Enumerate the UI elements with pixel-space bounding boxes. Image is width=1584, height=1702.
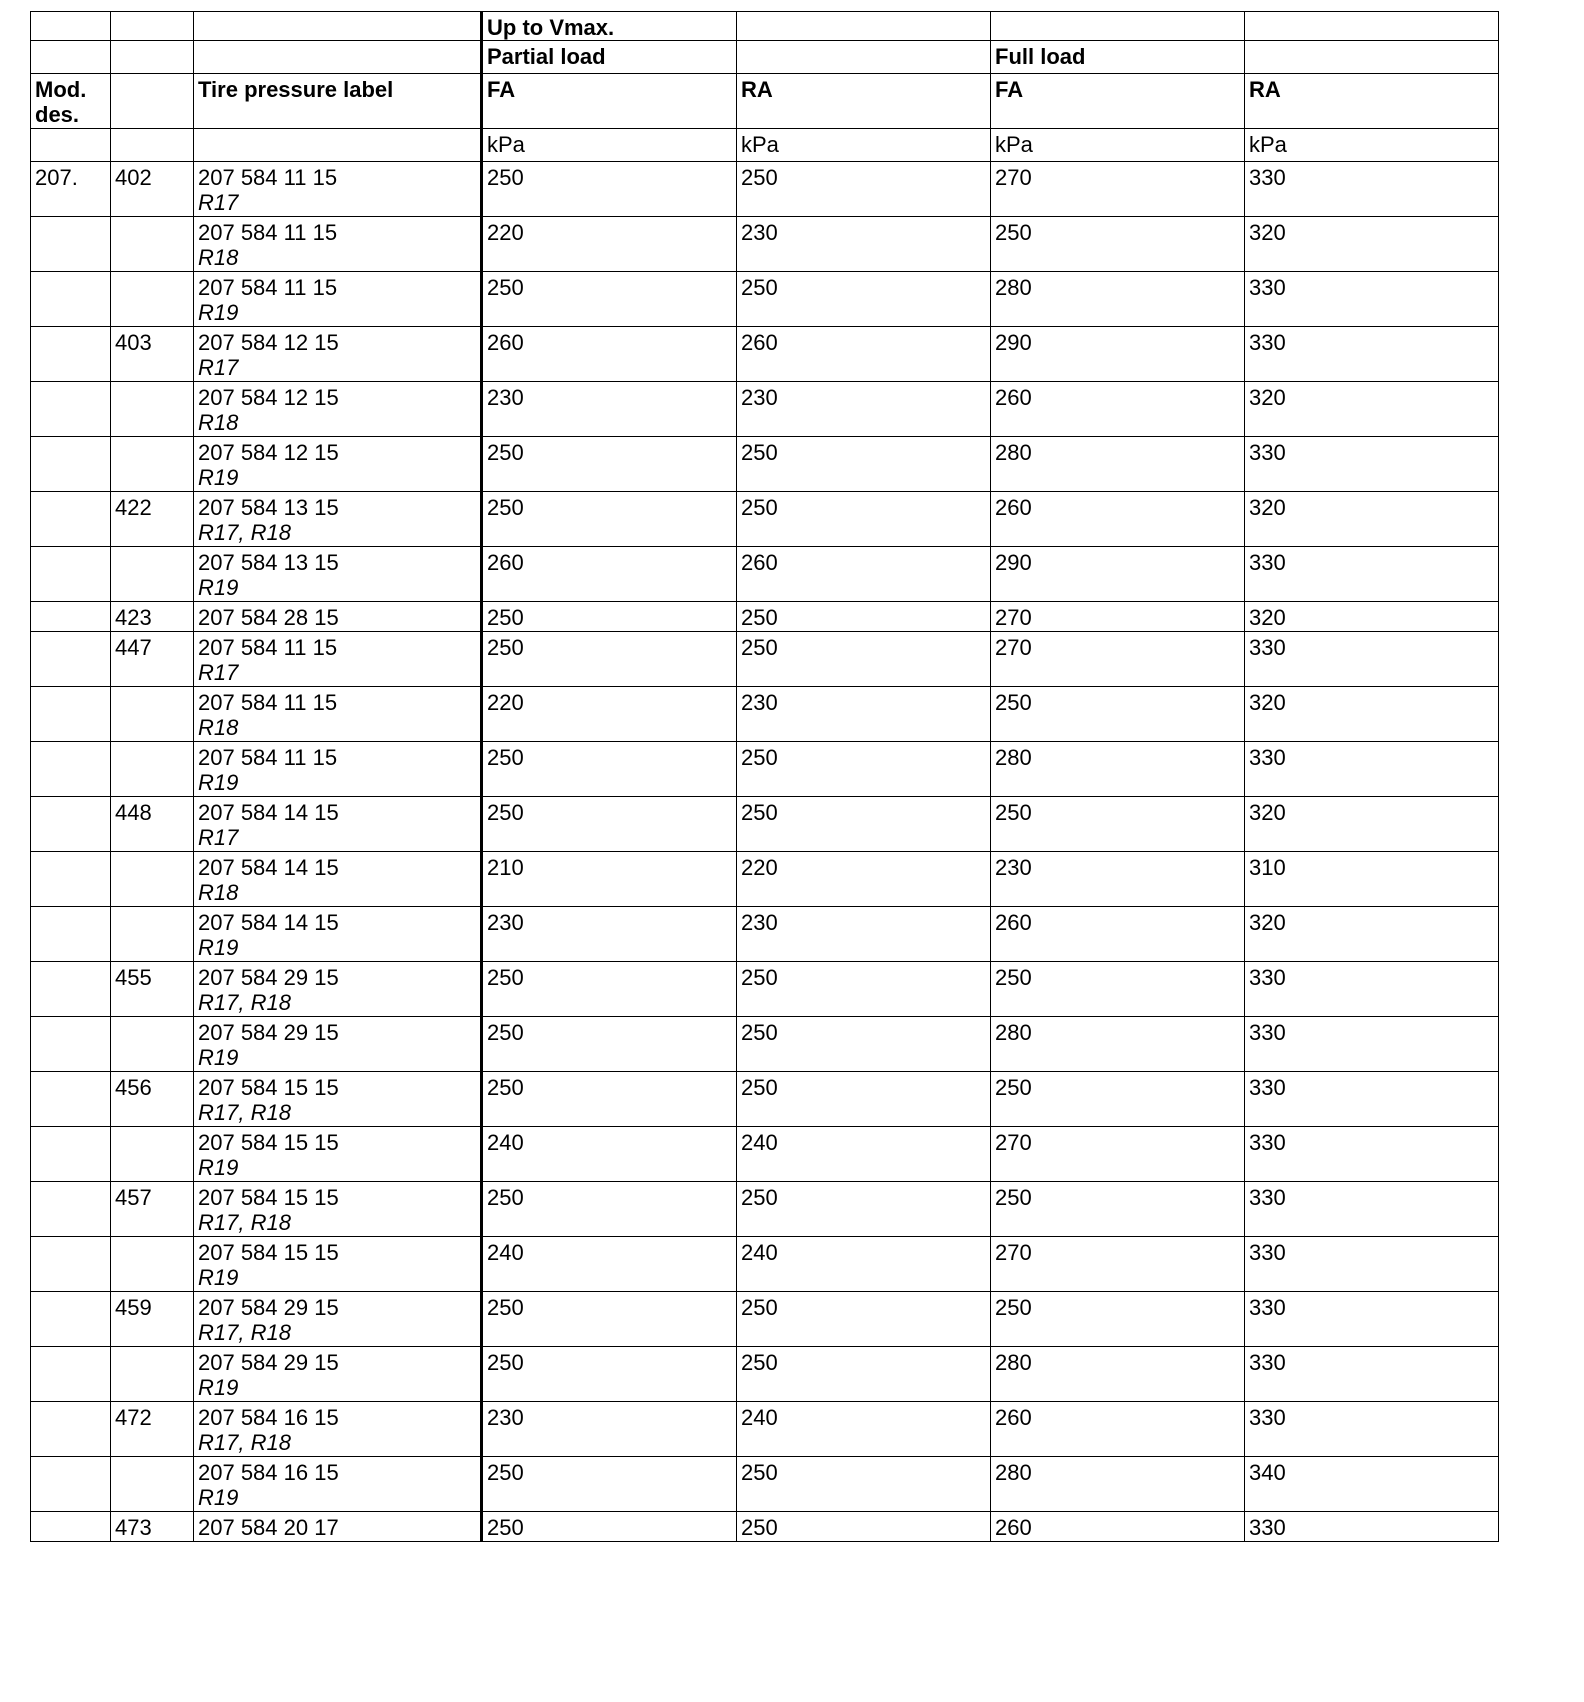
full-load-fa-cell: 250 — [991, 797, 1245, 852]
model-designation-cell — [31, 962, 111, 1017]
header-partial-ra: RA — [737, 74, 991, 129]
table-row — [31, 797, 1499, 852]
full-load-fa-cell: 280 — [991, 1457, 1245, 1512]
rim-size: R19 — [198, 575, 239, 600]
model-designation-cell — [31, 797, 111, 852]
full-load-fa-cell: 270 — [991, 1237, 1245, 1292]
full-load-fa-cell: 280 — [991, 437, 1245, 492]
table-row — [31, 1512, 1499, 1542]
header-full-load: Full load — [991, 41, 1245, 74]
model-designation-cell — [31, 907, 111, 962]
model-designation-cell — [31, 437, 111, 492]
tire-label-number: 207 584 11 15 — [198, 165, 338, 190]
tire-label-cell — [194, 437, 482, 492]
unit-partial-ra: kPa — [737, 129, 991, 162]
tire-label-number: 207 584 29 15 — [198, 1020, 339, 1045]
table-row — [31, 327, 1499, 382]
table-body — [31, 12, 1499, 1542]
rim-size: R19 — [198, 1155, 239, 1180]
full-load-fa-cell: 290 — [991, 327, 1245, 382]
tire-label-cell — [194, 632, 482, 687]
model-designation-cell — [31, 1347, 111, 1402]
table-row — [31, 632, 1499, 687]
sub-model-cell: 456 — [111, 1072, 194, 1127]
full-load-ra-cell: 320 — [1245, 382, 1499, 437]
partial-load-fa-cell: 250 — [482, 272, 737, 327]
sub-model-cell: 423 — [111, 602, 194, 632]
tire-label-number: 207 584 15 15 — [198, 1075, 339, 1100]
partial-load-ra-cell: 250 — [737, 1457, 991, 1512]
header-partial-fa: FA — [482, 74, 737, 129]
tire-label-cell — [194, 907, 482, 962]
tire-label-number: 207 584 14 15 — [198, 855, 339, 880]
tire-label-number: 207 584 28 15 — [198, 605, 339, 630]
full-load-ra-cell: 320 — [1245, 602, 1499, 632]
full-load-ra-cell: 330 — [1245, 547, 1499, 602]
tire-label-number: 207 584 15 15 — [198, 1240, 339, 1265]
table-row — [31, 602, 1499, 632]
tire-label-number: 207 584 29 15 — [198, 1350, 339, 1375]
partial-load-fa-cell: 210 — [482, 852, 737, 907]
header-up-to-vmax: Up to Vmax. — [482, 12, 737, 41]
partial-load-fa-cell: 250 — [482, 1292, 737, 1347]
partial-load-ra-cell: 250 — [737, 1072, 991, 1127]
header-cell — [31, 129, 111, 162]
full-load-ra-cell: 330 — [1245, 1017, 1499, 1072]
full-load-ra-cell: 320 — [1245, 687, 1499, 742]
tire-label-number: 207 584 13 15 — [198, 495, 339, 520]
full-load-fa-cell: 280 — [991, 1017, 1245, 1072]
full-load-ra-cell: 340 — [1245, 1457, 1499, 1512]
tire-label-cell — [194, 217, 482, 272]
header-cell — [194, 12, 482, 41]
full-load-ra-cell: 330 — [1245, 632, 1499, 687]
model-designation-cell — [31, 1237, 111, 1292]
model-designation-cell — [31, 327, 111, 382]
table-row — [31, 272, 1499, 327]
partial-load-fa-cell: 260 — [482, 327, 737, 382]
full-load-ra-cell: 320 — [1245, 797, 1499, 852]
partial-load-ra-cell: 230 — [737, 687, 991, 742]
tire-label-cell — [194, 1237, 482, 1292]
full-load-fa-cell: 280 — [991, 1347, 1245, 1402]
sub-model-cell — [111, 547, 194, 602]
full-load-fa-cell: 250 — [991, 217, 1245, 272]
full-load-fa-cell: 280 — [991, 272, 1245, 327]
tire-label-number: 207 584 11 15 — [198, 220, 338, 245]
rim-size: R17 — [198, 190, 239, 215]
partial-load-ra-cell: 260 — [737, 547, 991, 602]
tire-label-cell — [194, 1182, 482, 1237]
header-cell — [111, 41, 194, 74]
tire-label-number: 207 584 15 15 — [198, 1185, 339, 1210]
partial-load-fa-cell: 250 — [482, 632, 737, 687]
header-full-ra: RA — [1245, 74, 1499, 129]
sub-model-cell: 403 — [111, 327, 194, 382]
sub-model-cell — [111, 907, 194, 962]
sub-model-cell: 457 — [111, 1182, 194, 1237]
table-row — [31, 382, 1499, 437]
partial-load-fa-cell: 250 — [482, 1457, 737, 1512]
partial-load-fa-cell: 250 — [482, 1512, 737, 1542]
model-designation-cell — [31, 1017, 111, 1072]
header-full-fa: FA — [991, 74, 1245, 129]
rim-size: R19 — [198, 935, 239, 960]
partial-load-ra-cell: 250 — [737, 1512, 991, 1542]
full-load-fa-cell: 270 — [991, 602, 1245, 632]
tire-label-number: 207 584 13 15 — [198, 550, 339, 575]
partial-load-fa-cell: 250 — [482, 492, 737, 547]
full-load-fa-cell: 280 — [991, 742, 1245, 797]
header-cell — [194, 129, 482, 162]
partial-load-ra-cell: 250 — [737, 162, 991, 217]
partial-load-fa-cell: 250 — [482, 1182, 737, 1237]
full-load-ra-cell: 330 — [1245, 742, 1499, 797]
sub-model-cell — [111, 852, 194, 907]
header-cell — [1245, 41, 1499, 74]
model-designation-cell — [31, 1292, 111, 1347]
table-row — [31, 1127, 1499, 1182]
full-load-fa-cell: 250 — [991, 1072, 1245, 1127]
table-row — [31, 1347, 1499, 1402]
full-load-ra-cell: 330 — [1245, 437, 1499, 492]
rim-size: R19 — [198, 1485, 239, 1510]
rim-size: R18 — [198, 245, 239, 270]
partial-load-ra-cell: 250 — [737, 1017, 991, 1072]
header-mod-des: Mod. des. — [31, 74, 111, 129]
unit-full-fa: kPa — [991, 129, 1245, 162]
rim-size: R19 — [198, 1265, 239, 1290]
header-cell — [31, 12, 111, 41]
header-partial-load: Partial load — [482, 41, 737, 74]
rim-size: R17 — [198, 355, 239, 380]
table-row — [31, 437, 1499, 492]
header-cell — [991, 12, 1245, 41]
sub-model-cell — [111, 1347, 194, 1402]
sub-model-cell: 473 — [111, 1512, 194, 1542]
full-load-fa-cell: 250 — [991, 1292, 1245, 1347]
sub-model-cell: 472 — [111, 1402, 194, 1457]
header-tire-pressure-label: Tire pressure label — [194, 74, 482, 129]
full-load-fa-cell: 270 — [991, 162, 1245, 217]
header-row-vmax — [31, 12, 1499, 41]
partial-load-ra-cell: 250 — [737, 1292, 991, 1347]
table-row — [31, 852, 1499, 907]
full-load-ra-cell: 320 — [1245, 907, 1499, 962]
partial-load-fa-cell: 250 — [482, 437, 737, 492]
partial-load-fa-cell: 250 — [482, 602, 737, 632]
header-row-columns — [31, 74, 1499, 129]
sub-model-cell: 422 — [111, 492, 194, 547]
tire-label-number: 207 584 29 15 — [198, 1295, 339, 1320]
sub-model-cell: 402 — [111, 162, 194, 217]
tire-label-cell — [194, 492, 482, 547]
partial-load-fa-cell: 250 — [482, 1347, 737, 1402]
full-load-fa-cell: 270 — [991, 632, 1245, 687]
model-designation-cell — [31, 382, 111, 437]
partial-load-fa-cell: 230 — [482, 1402, 737, 1457]
full-load-fa-cell: 260 — [991, 1402, 1245, 1457]
rim-size: R17 — [198, 660, 239, 685]
partial-load-ra-cell: 250 — [737, 1347, 991, 1402]
partial-load-fa-cell: 230 — [482, 907, 737, 962]
header-cell — [737, 12, 991, 41]
partial-load-ra-cell: 250 — [737, 492, 991, 547]
model-designation-cell — [31, 217, 111, 272]
full-load-ra-cell: 320 — [1245, 492, 1499, 547]
tire-label-cell — [194, 1457, 482, 1512]
full-load-fa-cell: 250 — [991, 962, 1245, 1017]
rim-size: R19 — [198, 1045, 239, 1070]
header-cell — [31, 41, 111, 74]
rim-size: R17, R18 — [198, 520, 291, 545]
partial-load-ra-cell: 230 — [737, 217, 991, 272]
tire-label-cell — [194, 962, 482, 1017]
rim-size: R19 — [198, 770, 239, 795]
tire-label-cell — [194, 602, 482, 632]
table-row — [31, 1457, 1499, 1512]
full-load-ra-cell: 330 — [1245, 1402, 1499, 1457]
full-load-fa-cell: 250 — [991, 1182, 1245, 1237]
model-designation-cell — [31, 272, 111, 327]
sub-model-cell: 447 — [111, 632, 194, 687]
partial-load-ra-cell: 250 — [737, 272, 991, 327]
model-designation-cell — [31, 602, 111, 632]
tire-label-cell — [194, 852, 482, 907]
tire-label-cell — [194, 1127, 482, 1182]
rim-size: R18 — [198, 880, 239, 905]
model-designation-cell — [31, 742, 111, 797]
full-load-fa-cell: 260 — [991, 907, 1245, 962]
partial-load-ra-cell: 260 — [737, 327, 991, 382]
tire-label-number: 207 584 15 15 — [198, 1130, 339, 1155]
tire-label-cell — [194, 1072, 482, 1127]
partial-load-ra-cell: 250 — [737, 797, 991, 852]
rim-size: R19 — [198, 300, 239, 325]
model-designation-cell — [31, 492, 111, 547]
sub-model-cell — [111, 217, 194, 272]
full-load-ra-cell: 330 — [1245, 1237, 1499, 1292]
full-load-ra-cell: 330 — [1245, 1182, 1499, 1237]
header-cell — [1245, 12, 1499, 41]
tire-label-cell — [194, 742, 482, 797]
partial-load-fa-cell: 250 — [482, 797, 737, 852]
full-load-ra-cell: 330 — [1245, 1292, 1499, 1347]
tire-label-number: 207 584 12 15 — [198, 330, 339, 355]
tire-label-number: 207 584 16 15 — [198, 1405, 339, 1430]
model-designation-cell — [31, 1402, 111, 1457]
table-row — [31, 962, 1499, 1017]
table-row — [31, 547, 1499, 602]
model-designation-cell — [31, 1457, 111, 1512]
full-load-ra-cell: 330 — [1245, 962, 1499, 1017]
table-row — [31, 162, 1499, 217]
table-row — [31, 907, 1499, 962]
tire-label-number: 207 584 11 15 — [198, 690, 338, 715]
model-designation-cell — [31, 852, 111, 907]
sub-model-cell — [111, 1017, 194, 1072]
table-row — [31, 742, 1499, 797]
partial-load-fa-cell: 250 — [482, 1017, 737, 1072]
tire-label-cell — [194, 547, 482, 602]
partial-load-ra-cell: 250 — [737, 437, 991, 492]
partial-load-fa-cell: 250 — [482, 962, 737, 1017]
partial-load-fa-cell: 220 — [482, 687, 737, 742]
header-cell — [111, 12, 194, 41]
tire-label-cell — [194, 1512, 482, 1542]
partial-load-fa-cell: 260 — [482, 547, 737, 602]
tire-label-number: 207 584 11 15 — [198, 275, 338, 300]
header-row-units — [31, 129, 1499, 162]
table-row — [31, 1017, 1499, 1072]
header-cell — [194, 41, 482, 74]
rim-size: R17 — [198, 825, 239, 850]
tire-label-cell — [194, 1292, 482, 1347]
table-row — [31, 1237, 1499, 1292]
tire-label-number: 207 584 11 15 — [198, 745, 338, 770]
tire-label-cell — [194, 382, 482, 437]
rim-size: R17, R18 — [198, 1100, 291, 1125]
tire-label-number: 207 584 14 15 — [198, 910, 339, 935]
tire-label-cell — [194, 162, 482, 217]
sub-model-cell — [111, 1457, 194, 1512]
tire-label-number: 207 584 12 15 — [198, 440, 339, 465]
full-load-ra-cell: 320 — [1245, 217, 1499, 272]
partial-load-ra-cell: 250 — [737, 962, 991, 1017]
partial-load-fa-cell: 240 — [482, 1127, 737, 1182]
unit-full-ra: kPa — [1245, 129, 1499, 162]
tire-pressure-table — [30, 11, 1499, 1542]
partial-load-fa-cell: 240 — [482, 1237, 737, 1292]
sub-model-cell — [111, 687, 194, 742]
sub-model-cell — [111, 437, 194, 492]
sub-model-cell — [111, 1237, 194, 1292]
tire-label-cell — [194, 1347, 482, 1402]
table-row — [31, 1402, 1499, 1457]
full-load-ra-cell: 330 — [1245, 1512, 1499, 1542]
full-load-ra-cell: 330 — [1245, 1072, 1499, 1127]
sub-model-cell: 455 — [111, 962, 194, 1017]
rim-size: R19 — [198, 1375, 239, 1400]
partial-load-ra-cell: 240 — [737, 1127, 991, 1182]
tire-label-cell — [194, 327, 482, 382]
sub-model-cell — [111, 272, 194, 327]
table-row — [31, 492, 1499, 547]
tire-label-number: 207 584 12 15 — [198, 385, 339, 410]
partial-load-ra-cell: 250 — [737, 1182, 991, 1237]
full-load-ra-cell: 330 — [1245, 272, 1499, 327]
sub-model-cell — [111, 742, 194, 797]
partial-load-ra-cell: 240 — [737, 1402, 991, 1457]
partial-load-fa-cell: 250 — [482, 162, 737, 217]
full-load-ra-cell: 330 — [1245, 162, 1499, 217]
tire-label-cell — [194, 1017, 482, 1072]
table-row — [31, 687, 1499, 742]
tire-label-number: 207 584 16 15 — [198, 1460, 339, 1485]
table-row — [31, 1292, 1499, 1347]
header-cell — [111, 74, 194, 129]
tire-label-cell — [194, 797, 482, 852]
partial-load-fa-cell: 220 — [482, 217, 737, 272]
rim-size: R18 — [198, 715, 239, 740]
tire-label-cell — [194, 687, 482, 742]
header-row-load — [31, 41, 1499, 74]
model-designation-cell — [31, 1072, 111, 1127]
sub-model-cell — [111, 1127, 194, 1182]
tire-label-number: 207 584 29 15 — [198, 965, 339, 990]
partial-load-fa-cell: 250 — [482, 742, 737, 797]
tire-label-cell — [194, 1402, 482, 1457]
full-load-fa-cell: 270 — [991, 1127, 1245, 1182]
rim-size: R17, R18 — [198, 1210, 291, 1235]
partial-load-ra-cell: 230 — [737, 382, 991, 437]
model-designation-cell: 207. — [31, 162, 111, 217]
tire-label-number: 207 584 11 15 — [198, 635, 338, 660]
full-load-ra-cell: 330 — [1245, 327, 1499, 382]
rim-size: R18 — [198, 410, 239, 435]
partial-load-ra-cell: 250 — [737, 742, 991, 797]
model-designation-cell — [31, 1512, 111, 1542]
tire-label-cell — [194, 272, 482, 327]
partial-load-ra-cell: 250 — [737, 602, 991, 632]
table-row — [31, 217, 1499, 272]
rim-size: R19 — [198, 465, 239, 490]
full-load-fa-cell: 250 — [991, 687, 1245, 742]
sub-model-cell — [111, 382, 194, 437]
model-designation-cell — [31, 632, 111, 687]
header-cell — [111, 129, 194, 162]
full-load-fa-cell: 260 — [991, 1512, 1245, 1542]
partial-load-ra-cell: 220 — [737, 852, 991, 907]
partial-load-fa-cell: 250 — [482, 1072, 737, 1127]
partial-load-fa-cell: 230 — [482, 382, 737, 437]
sub-model-cell: 448 — [111, 797, 194, 852]
full-load-fa-cell: 290 — [991, 547, 1245, 602]
partial-load-ra-cell: 240 — [737, 1237, 991, 1292]
header-cell — [737, 41, 991, 74]
rim-size: R17, R18 — [198, 1430, 291, 1455]
model-designation-cell — [31, 1182, 111, 1237]
model-designation-cell — [31, 547, 111, 602]
full-load-fa-cell: 260 — [991, 492, 1245, 547]
table-row — [31, 1072, 1499, 1127]
rim-size: R17, R18 — [198, 990, 291, 1015]
rim-size: R17, R18 — [198, 1320, 291, 1345]
tire-label-number: 207 584 14 15 — [198, 800, 339, 825]
model-designation-cell — [31, 687, 111, 742]
sub-model-cell: 459 — [111, 1292, 194, 1347]
partial-load-ra-cell: 250 — [737, 632, 991, 687]
full-load-fa-cell: 260 — [991, 382, 1245, 437]
model-designation-cell — [31, 1127, 111, 1182]
tire-label-number: 207 584 20 17 — [198, 1515, 339, 1540]
partial-load-ra-cell: 230 — [737, 907, 991, 962]
table-row — [31, 1182, 1499, 1237]
full-load-ra-cell: 310 — [1245, 852, 1499, 907]
unit-partial-fa: kPa — [482, 129, 737, 162]
full-load-ra-cell: 330 — [1245, 1127, 1499, 1182]
full-load-fa-cell: 230 — [991, 852, 1245, 907]
full-load-ra-cell: 330 — [1245, 1347, 1499, 1402]
